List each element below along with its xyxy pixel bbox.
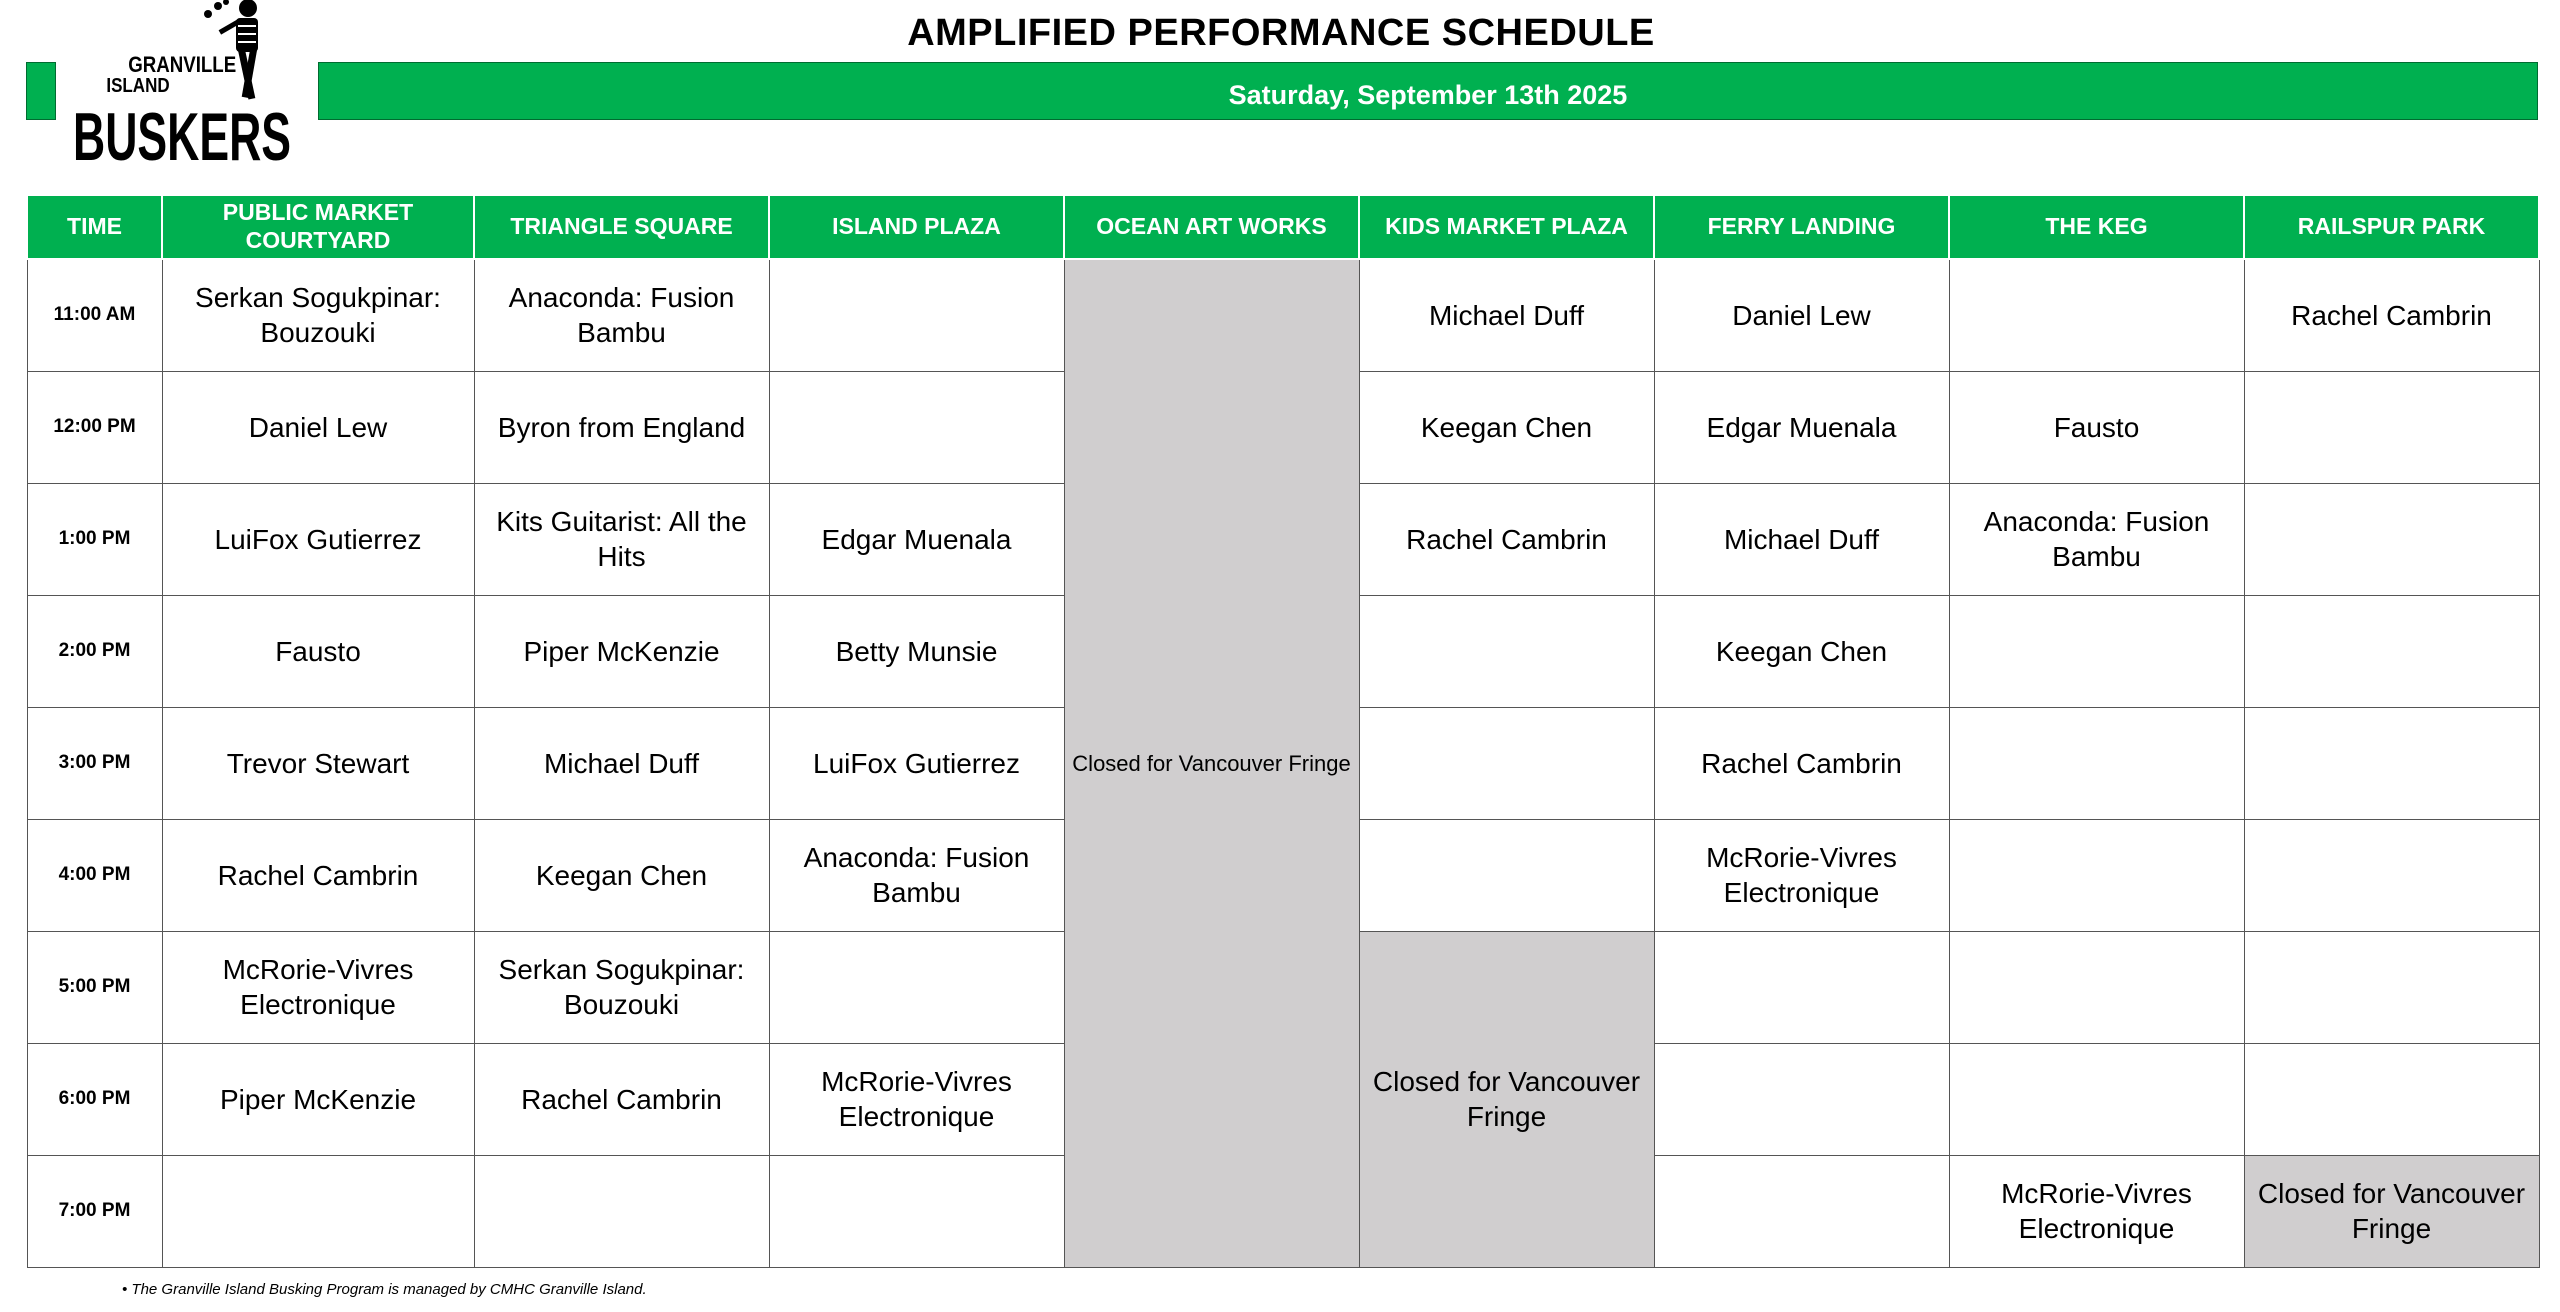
ferry-landing-cell: Daniel Lew: [1654, 259, 1949, 371]
column-header-the-keg: THE KEG: [1949, 195, 2244, 259]
island-plaza-cell: Betty Munsie: [769, 595, 1064, 707]
column-header-ferry-landing: FERRY LANDING: [1654, 195, 1949, 259]
island-plaza-cell: McRorie-Vivres Electronique: [769, 1043, 1064, 1155]
footnote: • The Granville Island Busking Program is managed by CMHC Granville Island.: [122, 1281, 647, 1298]
public-market-cell: McRorie-Vivres Electronique: [162, 931, 474, 1043]
header-left-green-block: [26, 62, 56, 120]
railspur-park-cell: [2244, 1043, 2539, 1155]
logo-text-island: ISLAND: [106, 73, 170, 97]
public-market-cell: Serkan Sogukpinar: Bouzouki: [162, 259, 474, 371]
kids-market-cell: [1359, 595, 1654, 707]
railspur-park-cell: [2244, 371, 2539, 483]
column-header-ocean-art-works: OCEAN ART WORKS: [1064, 195, 1359, 259]
date-banner: [318, 62, 2538, 120]
railspur-park-cell: [2244, 819, 2539, 931]
the-keg-cell: Anaconda: Fusion Bambu: [1949, 483, 2244, 595]
column-header-island-plaza: ISLAND PLAZA: [769, 195, 1064, 259]
column-header-railspur-park: RAILSPUR PARK: [2244, 195, 2539, 259]
ferry-landing-cell: [1654, 1043, 1949, 1155]
page-title: AMPLIFIED PERFORMANCE SCHEDULE: [907, 12, 1655, 54]
time-cell: 1:00 PM: [27, 483, 162, 595]
railspur-park-cell: [2244, 595, 2539, 707]
performance-schedule-table: [26, 194, 2540, 1268]
triangle-square-cell: Piper McKenzie: [474, 595, 769, 707]
column-header-public-market-courtyard: PUBLIC MARKET COURTYARD: [162, 195, 474, 259]
ferry-landing-cell: [1654, 931, 1949, 1043]
table-row: [27, 259, 2539, 371]
triangle-square-cell: Serkan Sogukpinar: Bouzouki: [474, 931, 769, 1043]
island-plaza-cell: [769, 1155, 1064, 1267]
kids-market-cell: Keegan Chen: [1359, 371, 1654, 483]
logo-text-buskers: BUSKERS: [73, 99, 291, 175]
railspur-park-cell: [2244, 931, 2539, 1043]
kids-market-cell: Rachel Cambrin: [1359, 483, 1654, 595]
kids-market-cell: [1359, 819, 1654, 931]
time-cell: 12:00 PM: [27, 371, 162, 483]
ferry-landing-cell: McRorie-Vivres Electronique: [1654, 819, 1949, 931]
public-market-cell: Rachel Cambrin: [162, 819, 474, 931]
the-keg-cell: [1949, 819, 2244, 931]
public-market-cell: Trevor Stewart: [162, 707, 474, 819]
time-cell: 7:00 PM: [27, 1155, 162, 1267]
column-header-time: TIME: [27, 195, 162, 259]
public-market-cell: Piper McKenzie: [162, 1043, 474, 1155]
public-market-cell: Fausto: [162, 595, 474, 707]
railspur-park-closed-cell: Closed for Vancouver Fringe: [2244, 1155, 2539, 1267]
time-cell: 3:00 PM: [27, 707, 162, 819]
railspur-park-cell: [2244, 707, 2539, 819]
kids-market-cell: Michael Duff: [1359, 259, 1654, 371]
column-header-kids-market-plaza: KIDS MARKET PLAZA: [1359, 195, 1654, 259]
public-market-cell: [162, 1155, 474, 1267]
the-keg-cell: [1949, 707, 2244, 819]
triangle-square-cell: Byron from England: [474, 371, 769, 483]
time-cell: 2:00 PM: [27, 595, 162, 707]
ocean-art-works-closed-cell: Closed for Vancouver Fringe: [1064, 259, 1359, 1267]
time-cell: 4:00 PM: [27, 819, 162, 931]
island-plaza-cell: Anaconda: Fusion Bambu: [769, 819, 1064, 931]
the-keg-cell: [1949, 259, 2244, 371]
the-keg-cell: [1949, 595, 2244, 707]
the-keg-cell: [1949, 931, 2244, 1043]
column-header-triangle-square: TRIANGLE SQUARE: [474, 195, 769, 259]
railspur-park-cell: [2244, 483, 2539, 595]
juggler-figure-icon: [204, 0, 258, 100]
ferry-landing-cell: [1654, 1155, 1949, 1267]
public-market-cell: LuiFox Gutierrez: [162, 483, 474, 595]
ferry-landing-cell: Edgar Muenala: [1654, 371, 1949, 483]
triangle-square-cell: Keegan Chen: [474, 819, 769, 931]
island-plaza-cell: [769, 259, 1064, 371]
public-market-cell: Daniel Lew: [162, 371, 474, 483]
time-cell: 6:00 PM: [27, 1043, 162, 1155]
logo-text-granville: GRANVILLE: [128, 53, 237, 78]
island-plaza-cell: [769, 371, 1064, 483]
ferry-landing-cell: Rachel Cambrin: [1654, 707, 1949, 819]
the-keg-cell: Fausto: [1949, 371, 2244, 483]
ferry-landing-cell: Keegan Chen: [1654, 595, 1949, 707]
ferry-landing-cell: Michael Duff: [1654, 483, 1949, 595]
island-plaza-cell: Edgar Muenala: [769, 483, 1064, 595]
the-keg-cell: [1949, 1043, 2244, 1155]
time-cell: 11:00 AM: [27, 259, 162, 371]
island-plaza-cell: LuiFox Gutierrez: [769, 707, 1064, 819]
triangle-square-cell: [474, 1155, 769, 1267]
railspur-park-cell: Rachel Cambrin: [2244, 259, 2539, 371]
time-cell: 5:00 PM: [27, 931, 162, 1043]
triangle-square-cell: Michael Duff: [474, 707, 769, 819]
schedule-date: Saturday, September 13th 2025: [1228, 79, 1628, 110]
triangle-square-cell: Anaconda: Fusion Bambu: [474, 259, 769, 371]
island-plaza-cell: [769, 931, 1064, 1043]
triangle-square-cell: Kits Guitarist: All the Hits: [474, 483, 769, 595]
kids-market-cell: [1359, 707, 1654, 819]
granville-island-buskers-logo: [70, 0, 310, 175]
triangle-square-cell: Rachel Cambrin: [474, 1043, 769, 1155]
the-keg-cell: McRorie-Vivres Electronique: [1949, 1155, 2244, 1267]
table-header-row: [27, 195, 2539, 259]
kids-market-closed-cell: Closed for Vancouver Fringe: [1359, 931, 1654, 1267]
